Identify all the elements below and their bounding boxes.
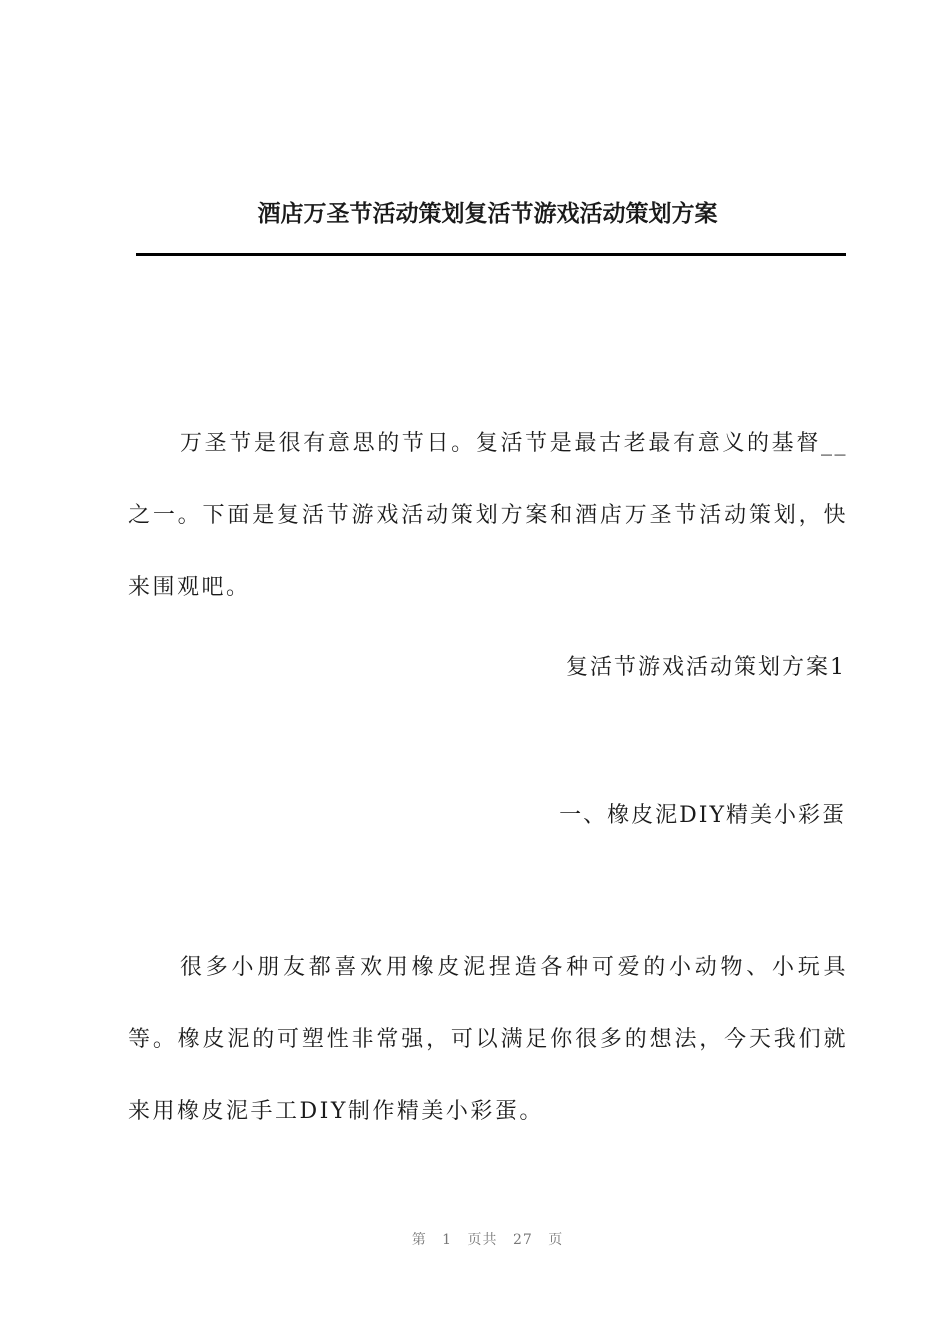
subsection-heading: 一、橡皮泥DIY精美小彩蛋	[559, 803, 846, 828]
intro-paragraph: 万圣节是很有意思的节日。复活节是最古老最有意义的基督__之一。下面是复活节游戏活动策划方案和酒店万圣节活动策划，快来围观吧。	[128, 431, 848, 600]
page-footer: 第 1 页共 27 页	[411, 1232, 564, 1248]
document-title: 酒店万圣节活动策划复活节游戏活动策划方案	[257, 200, 718, 227]
body-paragraph: 很多小朋友都喜欢用橡皮泥捏造各种可爱的小动物、小玩具等。橡皮泥的可塑性非常强，可以满足你很多的想法，今天我们就来用橡皮泥手工DIY制作精美小彩蛋。	[128, 955, 848, 1124]
section-heading: 复活节游戏活动策划方案1	[566, 655, 846, 680]
title-underline	[136, 253, 846, 256]
